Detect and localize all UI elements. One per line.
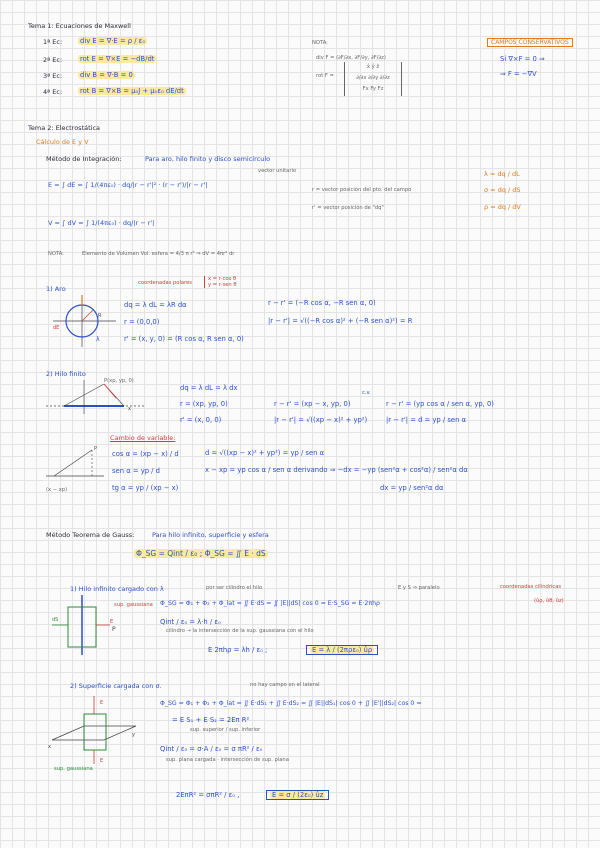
eq2-label: 2ª Ec: [43, 56, 63, 64]
sup-qint: Qint / ε₀ = σ·A / ε₀ = σ πR² / ε₀ [160, 745, 263, 753]
sup-flux: Φ_SG = Φ₁ + Φ₂ + Φ_lat = ∬ E·dS₁ + ∬ E·dS₂ = ∬ |E||dS₁| cos 0 + ∬ |E'||dS₂| cos 0 = [160, 700, 422, 707]
cv-sen: sen α = yp / d [112, 467, 160, 475]
hinf-equate: E 2πhρ = λh / ε₀ ; [208, 646, 268, 654]
cambio-variable: Cambio de variable: [110, 434, 176, 442]
tema2-title: Tema 2: Electrostática [28, 124, 101, 132]
aro-r-minus: r − r' = (−R cos α, −R sen α, 0) [268, 299, 376, 307]
density-surface: σ = dq / dS [484, 186, 521, 194]
sup-flux2: = E S₁ + E S₂ = 2Eπ R² [172, 716, 250, 724]
sup-diagram [44, 696, 144, 766]
eq1-label: 1ª Ec: [43, 38, 63, 46]
hilo-rp: r' = (x, 0, 0) [180, 416, 222, 424]
eq3: div B = ∇·B = 0 [80, 71, 133, 79]
aro-x: x = r·cos θ [208, 276, 237, 282]
eq4: rot B = ∇×B = μ₀J + μ₀ε₀ dE/dt [80, 87, 184, 95]
calc-subtitle: Cálculo de E y V [36, 138, 89, 146]
hinf-note1: por ser cilindro el hilo [206, 585, 263, 591]
rot-label: rot F = [316, 73, 334, 79]
svg-text:λ: λ [96, 336, 100, 343]
sup-note: no hay campo en el lateral [250, 682, 320, 688]
aro-rp: r' = (x, y, 0) = (R cos α, R sen α, 0) [124, 335, 244, 343]
deriv-x: x − xp = yp cos α / sen α derivando ⇒ −dx = −yp (sen²α + cos²α) / sen²α dα [205, 466, 468, 474]
aro-coord: coordenadas polares [138, 280, 193, 286]
hilo-diagram [46, 378, 146, 418]
hinf-coord: coordenadas cilíndricas [500, 584, 562, 590]
hinf-result: E = λ / (2πρε₀) ûρ [312, 646, 373, 654]
nota2-desc: Elemento de Volumen Vol. esfera = 4/3 π r³ ⇒ dV = 4πr² dr [82, 251, 235, 257]
hilo-right-2: |r − r'| = d = yp / sen α [386, 416, 467, 424]
campos-line1: Si ∇×F = 0 ⇒ [500, 55, 545, 63]
svg-text:x: x [48, 744, 51, 750]
hinf-diagram [50, 595, 120, 657]
deriv-d: d = √((xp − x)² + yp²) = yp / sen α [205, 449, 325, 457]
sup-sg-label: sup. gaussiana [54, 766, 93, 772]
cv-cos: cos α = (xp − x) / d [112, 450, 179, 458]
hinf-note2: E y S ⇒ paralelo [398, 585, 440, 591]
sup-title: 2) Superficie cargada con σ. [70, 682, 162, 690]
rp-definition: r' = vector posición de "dq" [312, 205, 384, 211]
hinf-title: 1) Hilo infinito cargado con λ [70, 585, 164, 593]
hinf-flux: Φ_SG = Φ₁ + Φ₂ + Φ_lat = ∬ E·dS = ∬ |E||dS| cos 0 = E·S_SG = E·2πhρ [160, 600, 380, 607]
cv-tg: tg α = yp / (xp − x) [112, 484, 179, 492]
hilo-triangle-diagram [44, 442, 106, 482]
density-linear: λ = dq / dL [484, 170, 520, 178]
tema1-title: Tema 1: Ecuaciones de Maxwell [28, 22, 131, 30]
campos-box [487, 38, 573, 47]
aro-title: 1) Aro [46, 285, 66, 293]
hilo-point: P(xp, yp, 0) [104, 378, 134, 384]
r-definition: r = vector posición del pto. del campo [312, 187, 412, 193]
aro-y: y = r·sen θ [208, 282, 237, 288]
eq3-label: 3ª Ec: [43, 72, 63, 80]
hinf-coord-vec: (ûρ, ûθ, ûz) [534, 598, 564, 604]
rot-matrix [344, 62, 402, 96]
hilo-dq: dq = λ dL = λ dx [180, 384, 238, 392]
svg-text:P: P [94, 446, 98, 452]
aro-dq: dq = λ dL = λR dα [124, 301, 187, 309]
hilo-right-1: r − r' = (yp cos α / sen α, yp, 0) [386, 400, 494, 408]
aro-r: r = (0,0,0) [124, 318, 160, 326]
svg-text:P: P [112, 626, 116, 633]
hinf-qint-note: cilindro → la intersección de la sup. gaussiana con el hilo [166, 628, 314, 634]
eq4-label: 4ª Ec: [43, 88, 63, 96]
density-volume: ρ = dq / dV [484, 203, 521, 211]
sup-flux2-note: sup. superior / sup. inferior [190, 727, 261, 733]
aro-r-norm: |r − r'| = √((−R cos α)² + (−R sen α)²) = R [268, 317, 413, 325]
hilo-r: r = (xp, yp, 0) [180, 400, 228, 408]
svg-text:y: y [132, 732, 135, 738]
matrix-row-2: ∂/∂x ∂/∂y ∂/∂z [356, 75, 390, 81]
metodo-integracion: Método de Integración: [46, 155, 122, 163]
svg-text:R: R [98, 313, 102, 319]
eq2: rot E = ∇×E = −dB/dt [80, 55, 155, 63]
campos-title: CAMPOS CONSERVATIVOS [491, 39, 569, 46]
svg-text:dE: dE [53, 325, 60, 331]
gauss-title: Método Teorema de Gauss: [46, 531, 135, 539]
matrix-row-3: Fx Fy Fz [362, 86, 384, 92]
hinf-qint: Qint / ε₀ = λ·h / ε₀ [160, 618, 221, 626]
v-integral-eq: V = ∫ dV = ∫ 1/(4πε₀) · dq/|r − r'| [48, 219, 155, 227]
hilo-cv: c.v. [362, 390, 371, 396]
hilo-r-minus: r − r' = (xp − x, yp, 0) [274, 400, 351, 408]
svg-text:E: E [110, 619, 114, 625]
sup-equate: 2EπR² = σπR² / ε₀ , [176, 791, 240, 799]
hinf-sg-label: sup. gaussiana [114, 602, 153, 608]
sup-result: E = σ / (2ε₀) ûz [272, 791, 324, 799]
gauss-eq: Φ_SG = Qint / ε₀ ; Φ_SG = ∬ E · dS [136, 549, 266, 558]
div-formula: div F = (∂F/∂x, ∂F/∂y, ∂F/∂z) [316, 55, 386, 61]
nota2-label: NOTA: [48, 251, 64, 257]
e-integral-eq: E = ∫ dE = ∫ 1/(4πε₀) · dq/|r − r'|² · (r − r')/|r − r'| [48, 181, 208, 189]
matrix-row-1: x̂ ŷ ẑ [366, 64, 380, 70]
svg-text:E: E [100, 700, 104, 706]
campos-line2: ⇒ F = −∇V [500, 70, 537, 78]
sup-qint-note: sup. plana cargada · intersección de sup. plana [166, 757, 289, 763]
hilo-r-norm: |r − r'| = √((xp − x)² + yp²) [274, 416, 368, 424]
svg-text:E: E [100, 758, 104, 764]
hilo-axis-label: (x − xp) [46, 487, 68, 493]
svg-text:x: x [128, 406, 131, 412]
vector-unitario-note: vector unitario [258, 168, 297, 174]
gauss-desc: Para hilo infinito, superficie y esfera [152, 531, 269, 539]
deriv-dx: dx = yp / sen²α dα [380, 484, 444, 492]
eq1: div E = ∇·E = ρ / ε₀ [80, 37, 146, 45]
nota-label: NOTA: [312, 40, 328, 46]
aro-polar-box [204, 276, 237, 288]
hilo-title: 2) Hilo finito [46, 370, 86, 378]
aro-diagram [48, 293, 118, 349]
metodo-integracion-desc: Para aro, hilo finito y disco semicírculo [145, 155, 271, 163]
svg-text:dS: dS [52, 617, 59, 623]
